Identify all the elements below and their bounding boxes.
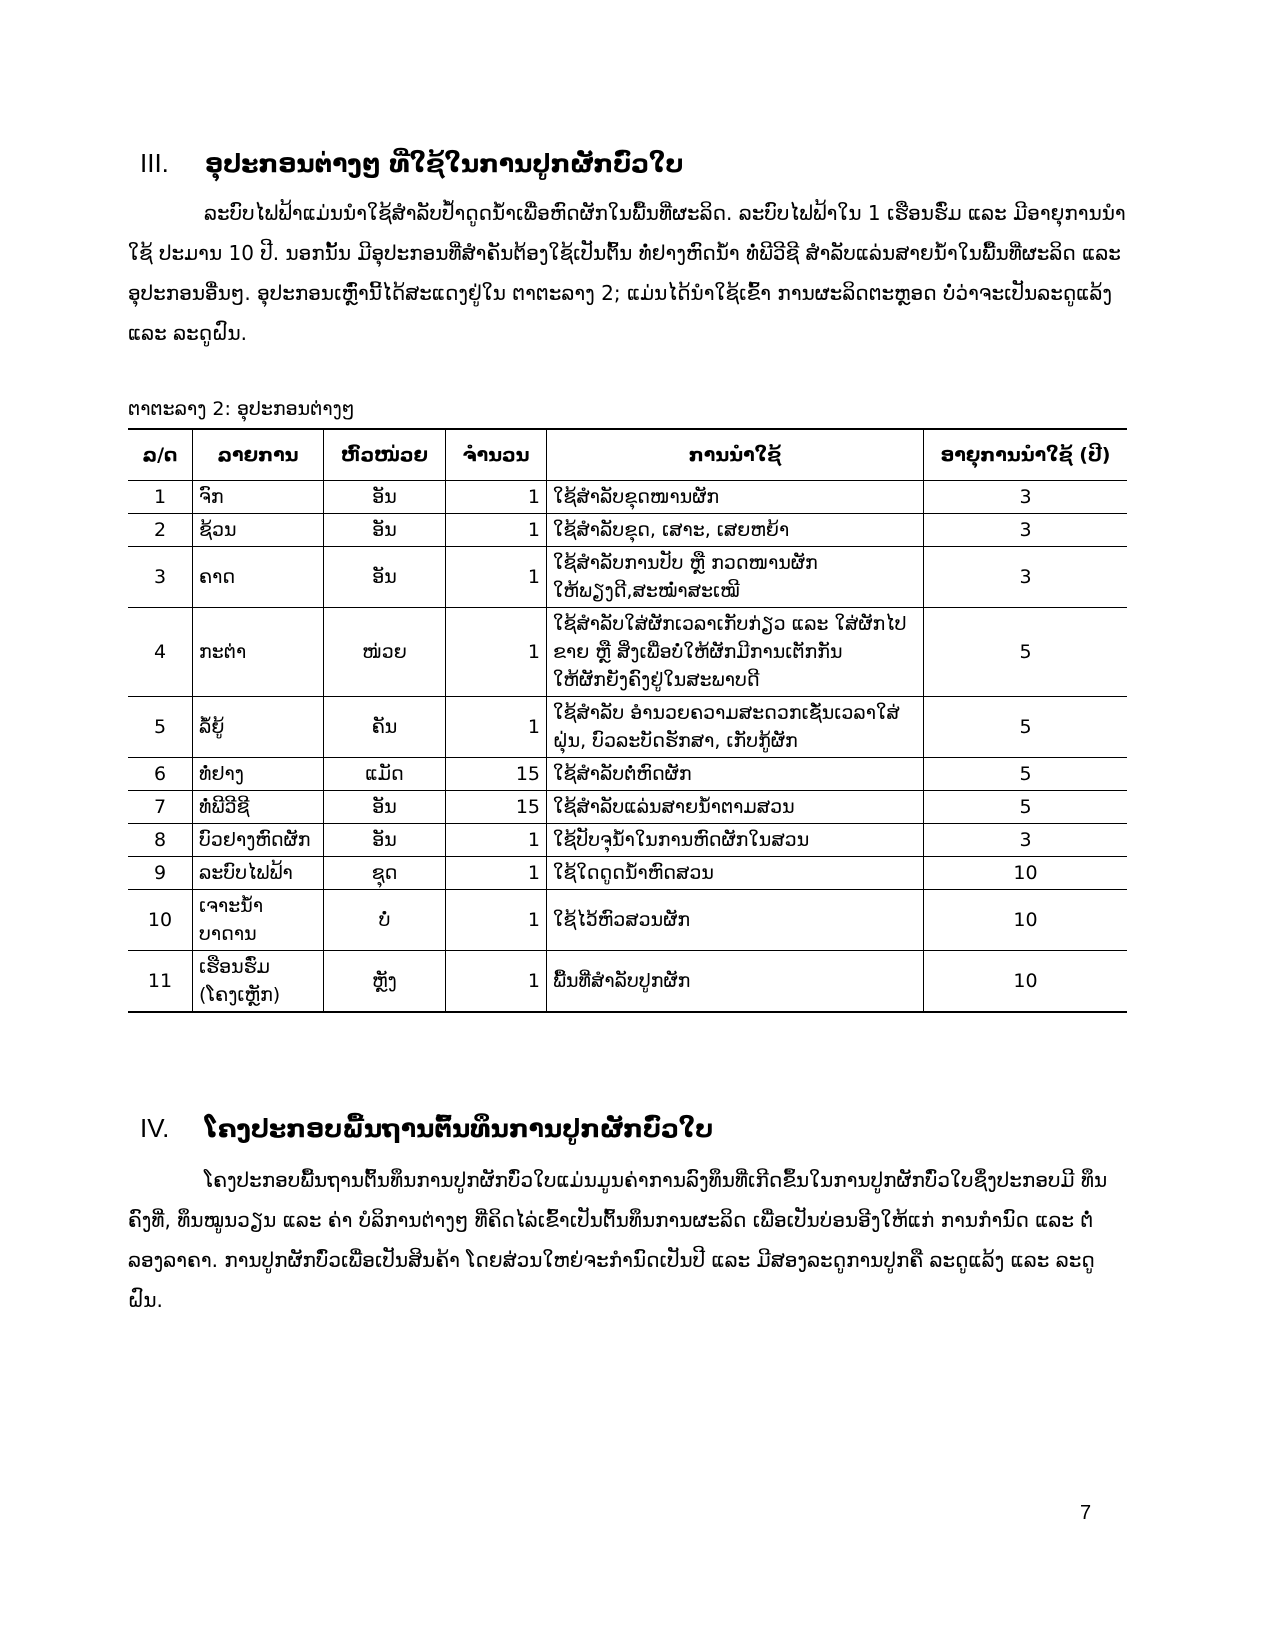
cell-no: 4 (128, 608, 193, 697)
cell-item: ທໍ່ຢາງ (193, 758, 324, 791)
cell-unit: ອັນ (324, 791, 446, 824)
table-header-row (128, 429, 1127, 481)
cell-item: ລະບົບໄຟຟ້າ (193, 857, 324, 890)
cell-unit: ແມັດ (324, 758, 446, 791)
table-row (128, 608, 1127, 697)
cell-unit: ຄັນ (324, 697, 446, 758)
cell-no: 5 (128, 697, 193, 758)
cell-life: 5 (924, 791, 1128, 824)
cell-item: ເຈາະນ້ຳບາດານ (193, 890, 324, 951)
cell-item: ຄາດ (193, 547, 324, 608)
cell-use: ໃຊ້ສໍາລັບແລ່ນສາຍນ້ຳຕາມສວນ (547, 791, 924, 824)
cell-item: ລໍ້ຍູ້ (193, 697, 324, 758)
cell-item: ຈົກ (193, 481, 324, 514)
cell-life: 5 (924, 697, 1128, 758)
cell-qty: 1 (446, 697, 547, 758)
table-row (128, 514, 1127, 547)
table-row (128, 547, 1127, 608)
cell-qty: 15 (446, 758, 547, 791)
cell-life: 3 (924, 481, 1128, 514)
header-item: ລາຍການ (193, 429, 324, 481)
table-caption: ຕາຕະລາງ 2: ອຸປະກອນຕ່າງໆ (128, 398, 355, 420)
cell-no: 6 (128, 758, 193, 791)
cell-use: ໃຊ້ສໍາລັບຂຸດໜານຜັກ (547, 481, 924, 514)
cell-qty: 1 (446, 608, 547, 697)
section-4-number: IV. (140, 1113, 170, 1143)
cell-no: 1 (128, 481, 193, 514)
header-unit: ຫົວໜ່ວຍ (324, 429, 446, 481)
cell-no: 7 (128, 791, 193, 824)
section-4-title: ໂຄງປະກອບພື້ນຖານຕົ້ນທຶນການປູກຜັກບົ່ວໃບ (205, 1114, 714, 1143)
cell-unit: ໜ່ວຍ (324, 608, 446, 697)
table-row (128, 791, 1127, 824)
cell-qty: 1 (446, 824, 547, 857)
table-row (128, 481, 1127, 514)
cell-no: 8 (128, 824, 193, 857)
cell-use: ໃຊ້ສໍາລັບ ອໍານວຍຄວາມສະດວກເຊັ່ນເວລາໃສ່ ຝຸ່ນ, ບົວລະບັດຮັກສາ, ເກັບກູ້ຜັກ (547, 697, 924, 758)
cell-life: 3 (924, 514, 1128, 547)
cell-unit: ອັນ (324, 481, 446, 514)
cell-no: 3 (128, 547, 193, 608)
cell-use: ໃຊ້ປັບຈຸນ້ຳໃນການຫົດຜັກໃນສວນ (547, 824, 924, 857)
cell-unit: ບໍ່ (324, 890, 446, 951)
section-3-title: ອຸປະກອນຕ່າງໆ ທີ່ໃຊ້ໃນການປູກຜັກບົ່ວໃບ (205, 149, 684, 178)
cell-no: 10 (128, 890, 193, 951)
table-row (128, 824, 1127, 857)
section-4-paragraph: ໂຄງປະກອບພື້ນຖານຕົ້ນທຶນການປູກຜັກບົ່ວໃບແມ່ນມູນຄ່າການລົງທຶນທີ່ເກີດຂຶ້ນໃນການປູກຜັກບົ່ວໃບຊຶ່ງປະກອບມີ ທຶນຄົງທີ່, ທຶນໝູນວຽນ ແລະ ຄ່າ ບໍລິການຕ່າງໆ ທີ່ຄິດໄລ່ເຂົ້າເປັນຕົ້ນທຶນການຜະລິດ ເພື່ອເປັນບ່ອນອີງໃຫ້ແກ່ ການກໍານົດ ແລະ ຕໍ່ລອງລາຄາ. ການປູກຜັກບົ່ວເພື່ອເປັນສິນຄ້າ ໂດຍສ່ວນໃຫຍ່ຈະກໍານົດເປັນປີ ແລະ ມີສອງລະດູການປູກຄື ລະດູແລ້ງ ແລະ ລະດູຝົນ. (128, 1168, 1108, 1312)
cell-life: 3 (924, 824, 1128, 857)
cell-qty: 1 (446, 890, 547, 951)
cell-use: ໃຊ້ສໍາລັບຂຸດ, ເສາະ, ເສຍຫຍ້າ (547, 514, 924, 547)
header-qty: ຈໍານວນ (446, 429, 547, 481)
cell-life: 10 (924, 890, 1128, 951)
cell-life: 10 (924, 857, 1128, 890)
table-row (128, 697, 1127, 758)
cell-qty: 1 (446, 514, 547, 547)
page-number: 7 (1080, 1502, 1092, 1524)
cell-life: 3 (924, 547, 1128, 608)
cell-unit: ອັນ (324, 547, 446, 608)
section-4-heading (140, 1111, 713, 1146)
cell-life: 10 (924, 951, 1128, 1013)
cell-item: ທໍ່ພີວີຊີ (193, 791, 324, 824)
table-row (128, 890, 1127, 951)
cell-item: ເຮືອນຮົ່ມ (ໂຄງເຫຼັກ) (193, 951, 324, 1013)
cell-unit: ອັນ (324, 514, 446, 547)
equipment-table (128, 428, 1127, 1013)
section-3-paragraph: ລະບົບໄຟຟ້າແມ່ນນໍາໃຊ້ສໍາລັບປ້ຳດູດນ້ຳເພື່ອຫົດຜັກໃນພື້ນທີ່ຜະລິດ. ລະບົບໄຟຟ້າໃນ 1 ເຮືອນຮົ່ມ ແລະ ມີອາຍຸການນໍາໃຊ້ ປະມານ 10 ປີ. ນອກນັ້ນ ມີອຸປະກອນທີ່ສໍາຄັນຕ້ອງໃຊ້ເປັນຕົ້ນ ທໍ່ຢາງຫົດນ້ຳ ທໍ່ພີວີຊີ ສໍາລັບແລ່ນສາຍນ້ຳໃນພື້ນທີ່ຜະລິດ ແລະ ອຸປະກອນອື່ນໆ. ອຸປະກອນເຫຼົ່ານີ້ໄດ້ສະແດງຢູ່ໃນ ຕາຕະລາງ 2; ແມ່ນໄດ້ນໍາໃຊ້ເຂົ້າ ການຜະລິດຕະຫຼອດ ບໍ່ວ່າຈະເປັນລະດູແລ້ງ ແລະ ລະດູຝົນ. (128, 201, 1126, 345)
cell-unit: ຫຼັງ (324, 951, 446, 1013)
cell-qty: 1 (446, 481, 547, 514)
cell-use: ໃຊ້ສໍາລັບການປັບ ຫຼື ກວດໜານຜັກ ໃຫ້ພຽງດີ,ສະໝໍ່າສະເໝີ (547, 547, 924, 608)
cell-qty: 15 (446, 791, 547, 824)
table-row (128, 951, 1127, 1013)
cell-life: 5 (924, 608, 1128, 697)
cell-use: ໃຊ້ໃດດູດນ້ຳຫົດສວນ (547, 857, 924, 890)
cell-life: 5 (924, 758, 1128, 791)
cell-item: ຊ້ວນ (193, 514, 324, 547)
table-row (128, 857, 1127, 890)
cell-qty: 1 (446, 951, 547, 1013)
cell-no: 2 (128, 514, 193, 547)
table-row (128, 758, 1127, 791)
section-3-heading (140, 146, 684, 181)
cell-use: ໃຊ້ສໍາລັບຕໍ່ຫົດຜັກ (547, 758, 924, 791)
section-3-number: III. (140, 148, 169, 178)
cell-qty: 1 (446, 547, 547, 608)
cell-item: ບົວຢາງຫົດຜັກ (193, 824, 324, 857)
header-no: ລ/ດ (128, 429, 193, 481)
cell-no: 11 (128, 951, 193, 1013)
cell-item: ກະຕ່າ (193, 608, 324, 697)
cell-unit: ອັນ (324, 824, 446, 857)
cell-qty: 1 (446, 857, 547, 890)
cell-use: ພື້ນທີ່ສໍາລັບປູກຜັກ (547, 951, 924, 1013)
header-use: ການນໍາໃຊ້ (547, 429, 924, 481)
cell-use: ໃຊ້ສໍາລັບໃສ່ຜັກເວລາເກັບກ່ຽວ ແລະ ໃສ່ຜັກໄປ ຂາຍ ຫຼື ສິ່ງເພື່ອບໍ່ໃຫ້ຜັກມີການເຕັກກັນ ໃຫ້ຜັກຍັງຄົງຢູ່ໃນສະພາບດີ (547, 608, 924, 697)
cell-use: ໃຊ້ໄວ້ຫົວສວນຜັກ (547, 890, 924, 951)
cell-no: 9 (128, 857, 193, 890)
header-life: ອາຍຸການນໍາໃຊ້ (ປີ) (924, 429, 1128, 481)
cell-unit: ຊຸດ (324, 857, 446, 890)
